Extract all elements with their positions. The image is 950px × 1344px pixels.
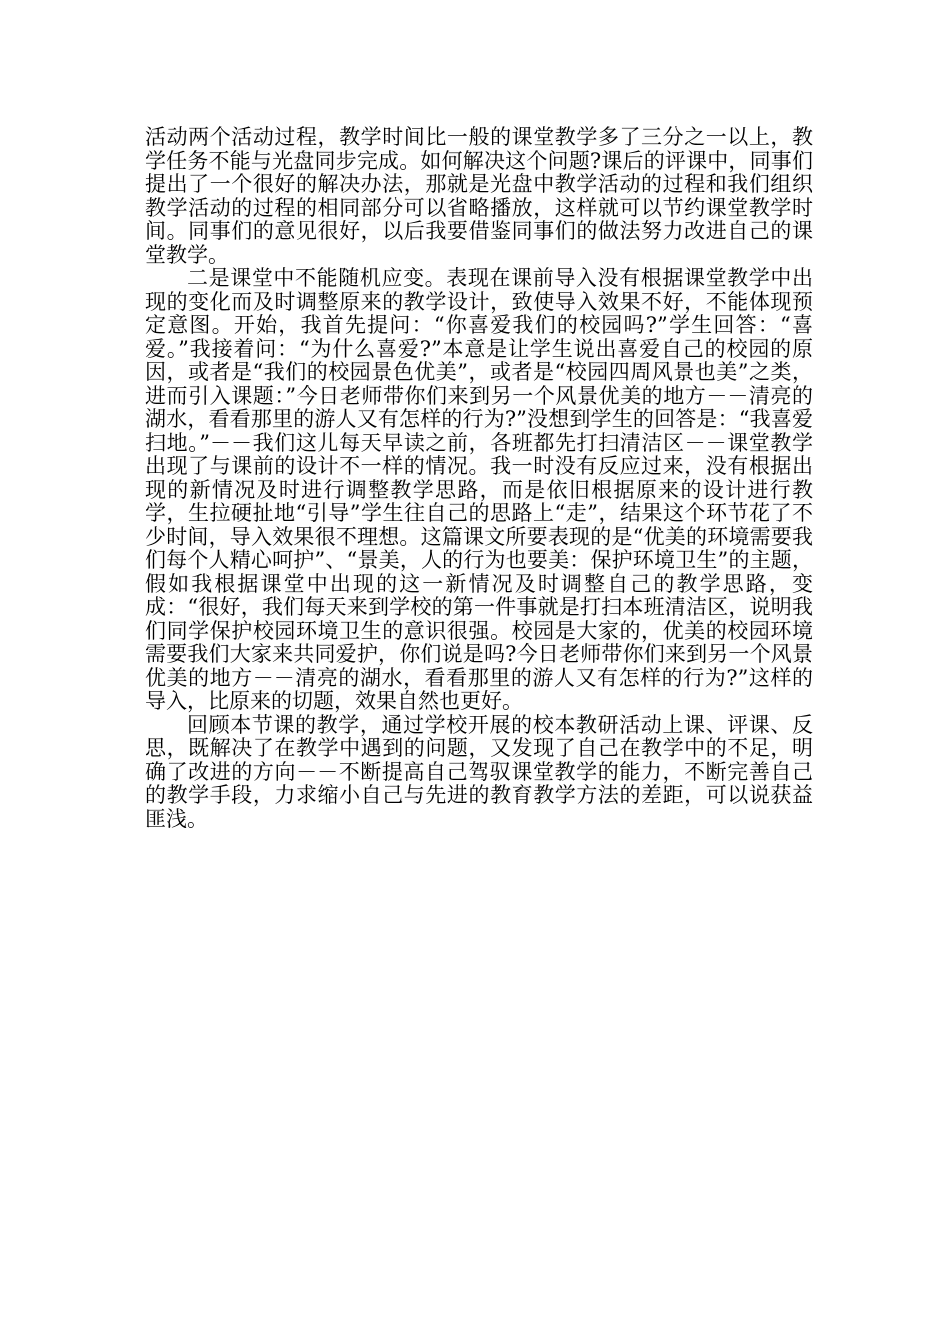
paragraph-1: 活动两个活动过程，教学时间比一般的课堂教学多了三分之一以上，教学任务不能与光盘同步完成。如何解决这个问题?课后的评课中，同事们提出了一个很好的解决办法，那就是光盘中教学活动的过程和我们组织教学活动的过程的相同部分可以省略播放，这样就可以节约课堂教学时间。同事们的意见很好，以后我要借鉴同事们的做法努力改进自己的课堂教学。 — [145, 125, 813, 267]
document-body — [145, 126, 813, 831]
paragraph-3: 回顾本节课的教学，通过学校开展的校本教研活动上课、评课、反思，既解决了在教学中遇到的问题，又发现了自己在教学中的不足，明确了改进的方向－－不断提高自己驾驭课堂教学的能力，不断完善自己的教学手段，力求缩小自己与先进的教育教学方法的差距，可以说获益匪浅。 — [145, 712, 813, 831]
paragraph-2: 二是课堂中不能随机应变。表现在课前导入没有根据课堂教学中出现的变化而及时调整原来的教学设计，致使导入效果不好，不能体现预定意图。开始，我首先提问：“你喜爱我们的校园吗?”学生回答：“喜爱。”我接着问：“为什么喜爱?”本意是让学生说出喜爱自己的校园的原因，或者是“我们的校园景色优美”，或者是“校园四周风景也美”之类，进而引入课题：”今日老师带你们来到另一个风景优美的地方－－清亮的湖水，看看那里的游人又有怎样的行为?”没想到学生的回答是：“我喜爱扫地。”－－我们这儿每天早读之前，各班都先打扫清洁区－－课堂教学出现了与课前的设计不一样的情况。我一时没有反应过来，没有根据出现的新情况及时进行调整教学思路，而是依旧根据原来的设计进行教学，生拉硬扯地“引导”学生往自己的思路上“走”，结果这个环节花了不少时间，导入效果很不理想。这篇课文所要表现的是“优美的环境需要我们每个人精心呵护”、“景美，人的行为也要美：保护环境卫生”的主题，假如我根据课堂中出现的这一新情况及时调整自己的教学思路，变成：“很好，我们每天来到学校的第一件事就是打扫本班清洁区，说明我们同学保护校园环境卫生的意识很强。校园是大家的，优美的校园环境需要我们大家来共同爱护，你们说是吗?今日老师带你们来到另一个风景优美的地方－－清亮的湖水，看看那里的游人又有怎样的行为?”这样的导入，比原来的切题，效果自然也更好。 — [145, 266, 813, 713]
